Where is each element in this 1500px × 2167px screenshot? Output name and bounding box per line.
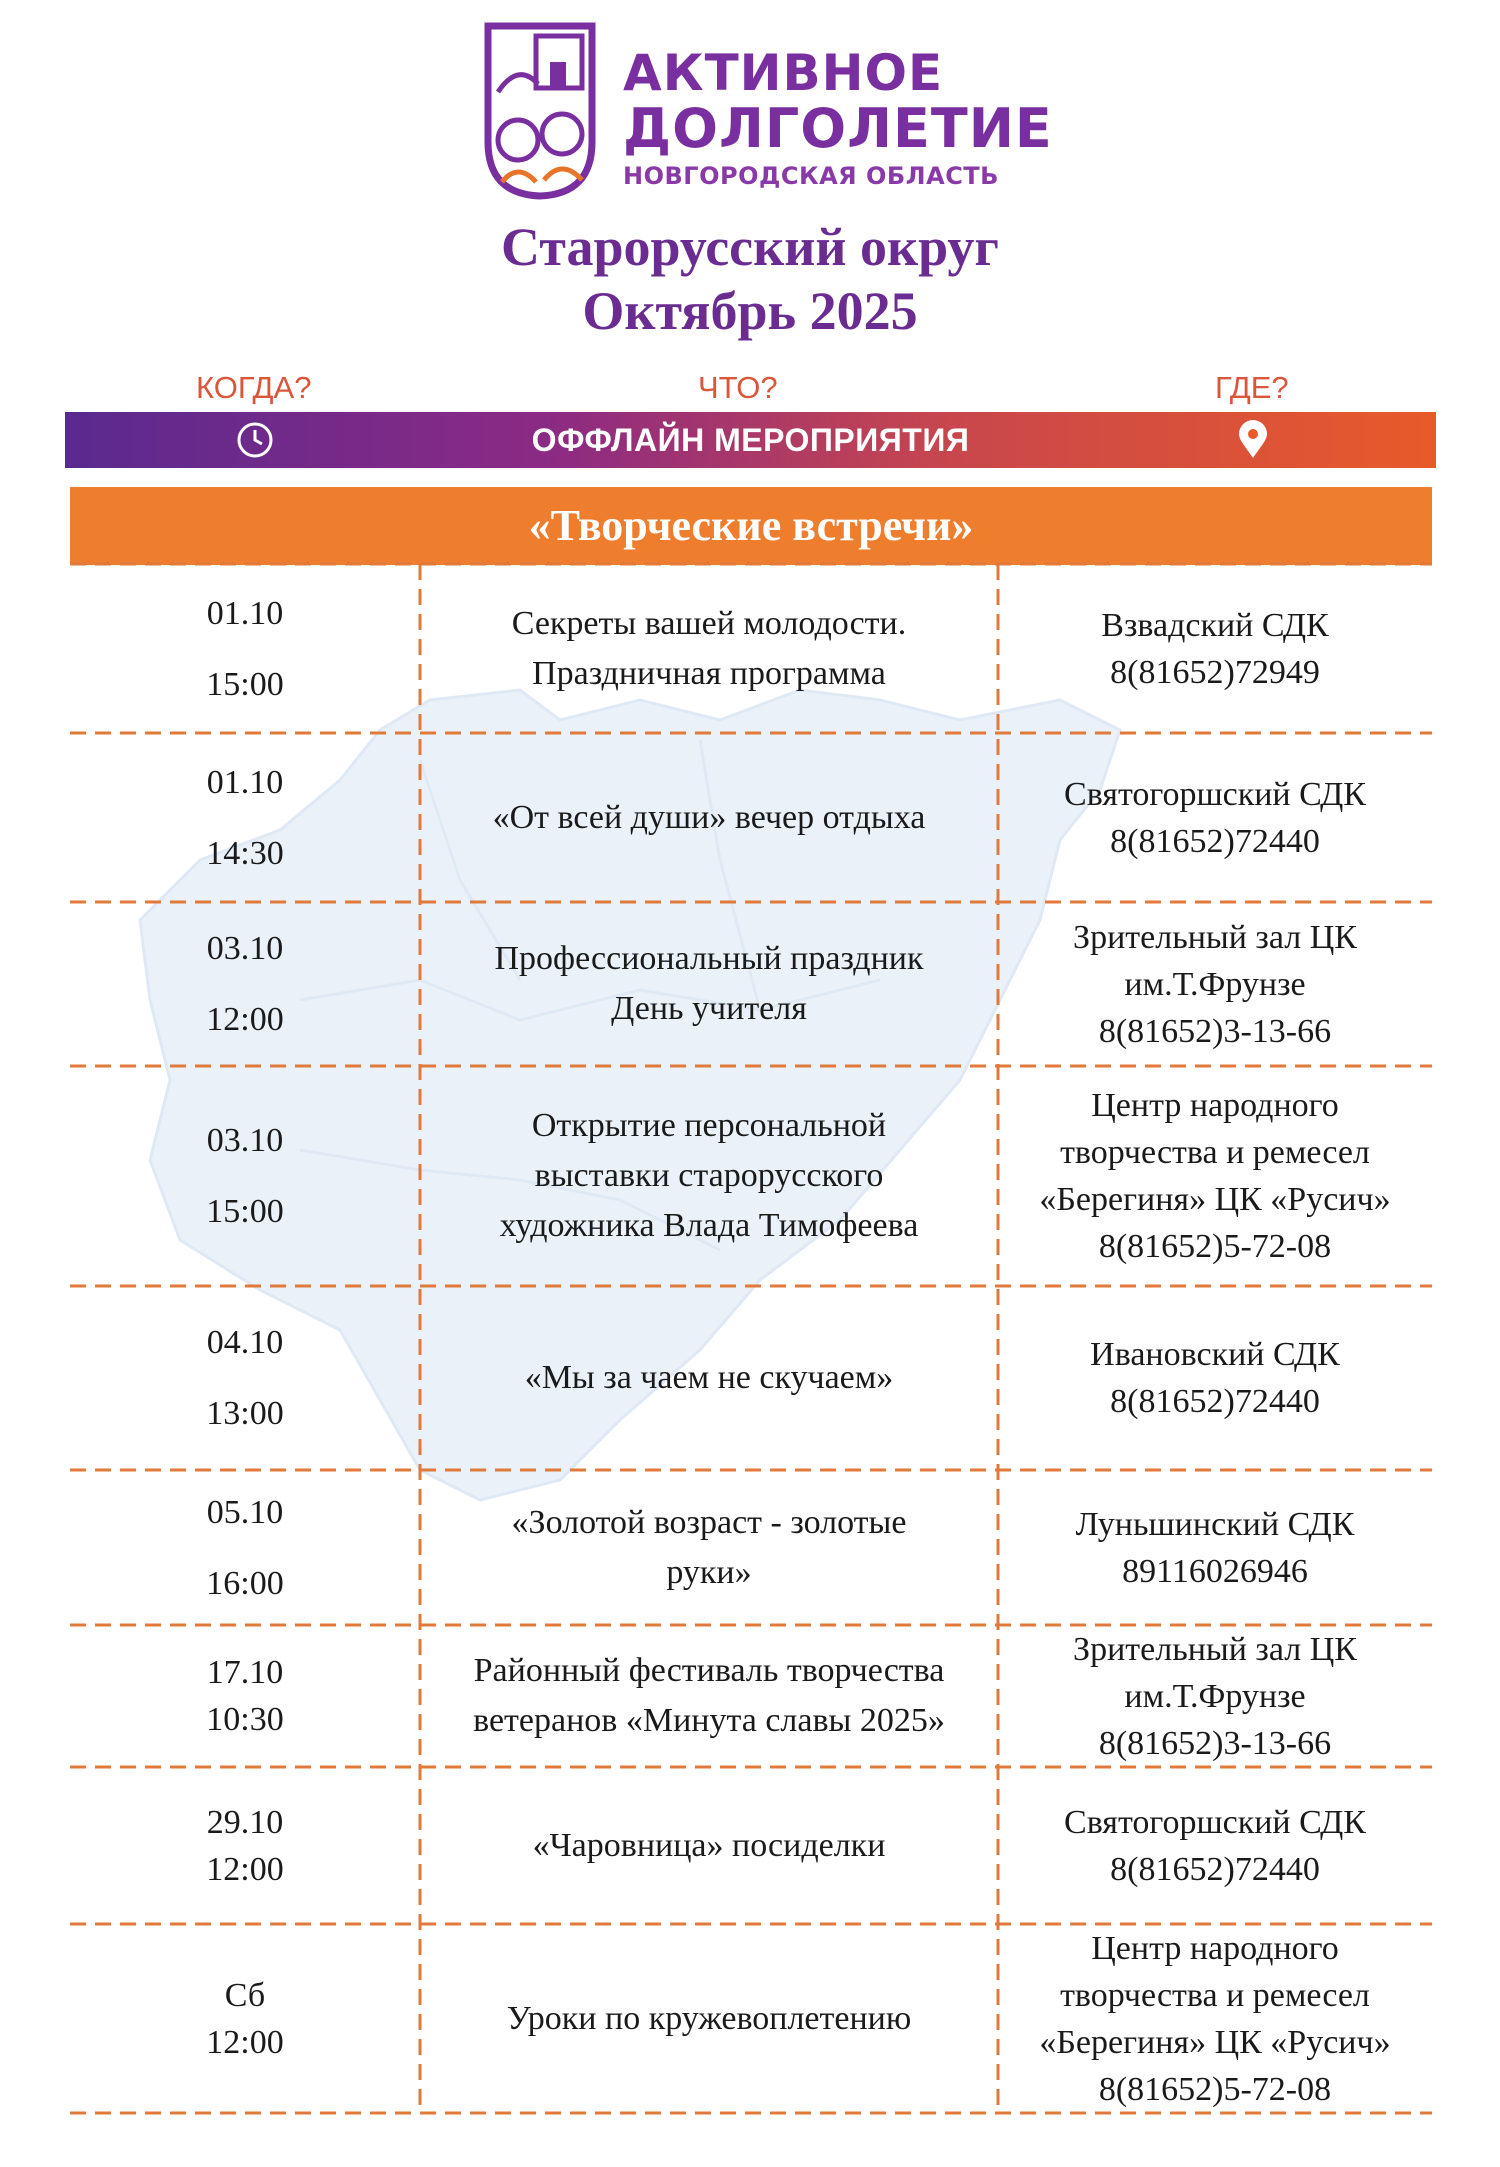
- cell-what: [420, 1767, 998, 1924]
- event-location-line: Зрительный зал ЦК: [1073, 918, 1357, 956]
- cell-what: [420, 1066, 998, 1286]
- table-row: [70, 1625, 1432, 1767]
- event-title-line: «Мы за чаем не скучаем»: [524, 1359, 894, 1396]
- event-title-line: художника Влада Тимофеева: [499, 1207, 919, 1244]
- event-title-line: «Золотой возраст - золотые: [511, 1503, 907, 1541]
- event-location-line: 8(81652)5-72-08: [1098, 1228, 1332, 1265]
- event-date: 05.10: [206, 1493, 284, 1531]
- event-title-line: руки»: [666, 1553, 752, 1591]
- cell-what: [420, 1470, 998, 1625]
- table-row: [70, 902, 1432, 1066]
- header-when: КОГДА?: [196, 370, 312, 405]
- month-title: Октябрь 2025: [582, 281, 918, 341]
- event-location-line: творчества и ремесел: [1060, 1976, 1370, 2014]
- cell-when: [70, 564, 420, 733]
- event-location-line: 8(81652)3-13-66: [1098, 1012, 1332, 1050]
- header-what: ЧТО?: [698, 370, 778, 405]
- event-time: 10:30: [206, 1701, 284, 1738]
- event-time: 15:00: [206, 665, 284, 703]
- event-location-line: Центр народного: [1091, 1087, 1339, 1124]
- event-title-line: «Чаровница» посиделки: [532, 1826, 886, 1864]
- event-title-line: Секреты вашей молодости.: [511, 604, 907, 642]
- event-location-line: 8(81652)72440: [1110, 1383, 1320, 1420]
- cell-where: [998, 1286, 1432, 1470]
- event-location-line: 8(81652)72949: [1110, 653, 1320, 691]
- event-title-line: «От всей души» вечер отдыха: [492, 798, 926, 836]
- event-time: 16:00: [206, 1564, 284, 1602]
- cell-what: [420, 564, 998, 733]
- cell-when: [70, 1924, 420, 2113]
- event-title-line: Открытие персональной: [531, 1107, 887, 1144]
- event-location-line: Луньшинский СДК: [1075, 1505, 1355, 1543]
- event-time: 15:00: [206, 1193, 284, 1230]
- cell-when: [70, 733, 420, 902]
- table-row: [70, 1066, 1432, 1286]
- event-date: 29.10: [206, 1803, 284, 1841]
- event-location-line: 8(81652)72440: [1110, 1850, 1320, 1888]
- location-pin-icon: [1235, 420, 1271, 468]
- logo-line-2: ДОЛГОЛЕТИЕ: [623, 97, 1053, 160]
- event-title-line: День учителя: [611, 990, 807, 1027]
- event-location-line: «Берегиня» ЦК «Русич»: [1039, 2023, 1391, 2061]
- cell-what: [420, 1924, 998, 2113]
- event-date: 04.10: [206, 1324, 284, 1361]
- event-location-line: Святогоршский СДК: [1064, 775, 1366, 813]
- event-title-line: Профессиональный праздник: [494, 940, 924, 977]
- event-date: 03.10: [206, 930, 284, 967]
- district-title: Старорусский округ: [501, 217, 999, 277]
- event-title-line: ветеранов «Минута славы 2025»: [473, 1702, 945, 1739]
- event-location-line: 8(81652)72440: [1110, 822, 1320, 860]
- cell-when: [70, 1066, 420, 1286]
- cell-where: [998, 1625, 1432, 1767]
- event-time: 13:00: [206, 1395, 284, 1432]
- cell-when: [70, 1286, 420, 1470]
- cell-where: [998, 1066, 1432, 1286]
- cell-what: [420, 1286, 998, 1470]
- cell-when: [70, 1767, 420, 1924]
- section-title: «Творческие встречи»: [70, 487, 1432, 565]
- logo: [478, 22, 1053, 200]
- event-location-line: Ивановский СДК: [1090, 1336, 1340, 1373]
- event-location-line: 89116026946: [1122, 1552, 1308, 1590]
- event-title-line: Районный фестиваль творчества: [473, 1652, 945, 1689]
- event-time: 12:00: [206, 1850, 284, 1888]
- cell-where: [998, 564, 1432, 733]
- logo-line-1: АКТИВНОЕ: [623, 44, 944, 102]
- cell-where: [998, 902, 1432, 1066]
- cell-where: [998, 1470, 1432, 1625]
- event-date: 03.10: [206, 1122, 284, 1159]
- cell-where: [998, 733, 1432, 902]
- event-date: 01.10: [206, 594, 284, 632]
- event-location-line: Взвадский СДК: [1101, 606, 1329, 644]
- table-row: [70, 733, 1432, 902]
- event-location-line: Центр народного: [1091, 1929, 1339, 1967]
- event-time: 12:00: [206, 1001, 284, 1038]
- event-location-line: 8(81652)3-13-66: [1098, 1724, 1332, 1762]
- cell-when: [70, 1625, 420, 1767]
- event-location-line: им.Т.Фрунзе: [1124, 1677, 1306, 1715]
- event-date: Сб: [224, 1976, 266, 2014]
- offline-events-label: ОФФЛАЙН МЕРОПРИЯТИЯ: [531, 422, 970, 458]
- event-location-line: им.Т.Фрунзе: [1124, 965, 1306, 1003]
- event-location-line: «Берегиня» ЦК «Русич»: [1039, 1181, 1391, 1218]
- offline-events-bar: [65, 412, 1436, 468]
- event-location-line: 8(81652)5-72-08: [1098, 2070, 1332, 2108]
- cell-where: [998, 1924, 1432, 2113]
- table-row: [70, 1470, 1432, 1625]
- cell-when: [70, 1470, 420, 1625]
- cell-what: [420, 902, 998, 1066]
- table-row: [70, 1767, 1432, 1924]
- event-title-line: Уроки по кружевоплетению: [506, 1999, 912, 2037]
- logo-line-3: НОВГОРОДСКАЯ ОБЛАСТЬ: [623, 162, 999, 190]
- cell-what: [420, 733, 998, 902]
- event-date: 17.10: [206, 1654, 284, 1691]
- table-row: [70, 1924, 1432, 2113]
- cell-where: [998, 1767, 1432, 1924]
- event-date: 01.10: [206, 763, 284, 801]
- event-location-line: Зрительный зал ЦК: [1073, 1630, 1357, 1668]
- event-title-line: выставки старорусского: [534, 1157, 884, 1194]
- table-row: [70, 564, 1432, 733]
- event-time: 14:30: [206, 834, 284, 872]
- header-where: ГДЕ?: [1215, 370, 1289, 405]
- event-title-line: Праздничная программа: [532, 654, 886, 692]
- table-row: [70, 1286, 1432, 1470]
- event-location-line: Святогоршский СДК: [1064, 1803, 1366, 1841]
- cell-when: [70, 902, 420, 1066]
- event-location-line: творчества и ремесел: [1060, 1134, 1370, 1171]
- event-time: 12:00: [206, 2023, 284, 2061]
- logo-emblem-icon: [478, 22, 602, 200]
- cell-what: [420, 1625, 998, 1767]
